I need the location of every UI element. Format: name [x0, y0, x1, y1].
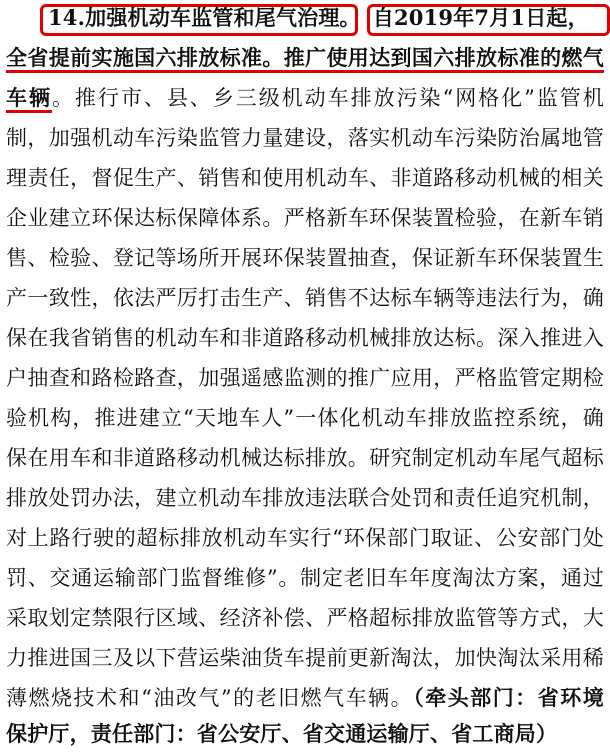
paragraph-line-10: 户抽查和路检路查，加强遥感监测的推广应用，严格监管定期检	[6, 366, 604, 390]
paragraph-line-11: 验机构，推进建立“天地车人”一体化机动车排放监控系统，确	[6, 406, 604, 430]
paragraph-line-16: 采取划定禁限行区域、经济补偿、严格超标排放监管等方式，大	[6, 606, 604, 630]
highlight-promote: 推广使用达到国六排放标准的燃气	[283, 45, 604, 70]
item-number: 14.	[48, 5, 86, 30]
paragraph-line-17: 力推进国三及以下营运柴油货车提前更新淘汰，加快淘汰采用稀	[6, 646, 604, 670]
highlight-date: 自2019年7月1日起，	[372, 5, 589, 30]
paragraph-line-9: 保在我省销售的机动车和非道路移动机械排放达标。深入推进入	[6, 326, 604, 350]
paragraph-line-4: 制，加强机动车污染监管力量建设，落实机动车污染防治属地管	[6, 126, 604, 150]
paragraph-line-12: 保在用车和非道路移动机械达标排放。研究制定机动车尾气超标	[6, 446, 604, 470]
paragraph-line-19: 保护厅，责任部门：省公安厅、省交通运输厅、省工商局）	[6, 721, 558, 746]
body-text-segment: 薄燃烧技术和“油改气”的老旧燃气车辆。	[6, 686, 414, 710]
highlight-vehicle: 车辆	[6, 85, 52, 110]
responsible-dept: （牵头部门：省环境	[413, 685, 604, 710]
paragraph-line-1	[48, 0, 604, 40]
item-title: 加强机动车监管和尾气治理。	[85, 5, 361, 30]
paragraph-line-13: 排放处罚办法，建立机动车排放违法联合处罚和责任追究机制，	[6, 486, 604, 510]
paragraph-line-8: 产一致性，依法严厉打击生产、销售不达标车辆等违法行为，确	[6, 286, 604, 310]
body-text-segment: 。推行市、县、乡三级机动车排放污染“网格化”监管机	[51, 86, 604, 110]
paragraph-line-5: 理责任，督促生产、销售和使用机动车、非道路移动机械的相关	[6, 166, 604, 190]
paragraph-line-6: 企业建立环保达标保障体系。严格新车环保装置检验，在新车销	[6, 206, 604, 230]
highlight-policy: 全省提前实施国六排放标准。	[6, 45, 284, 70]
paragraph-line-2	[6, 36, 604, 80]
paragraph-line-7: 售、检验、登记等场所开展环保装置抽查，保证新车环保装置生	[6, 246, 604, 270]
paragraph-line-14: 对上路行驶的超标排放机动车实行“环保部门取证、公安部门处	[6, 526, 604, 550]
paragraph-line-15: 罚、交通运输部门监督维修”。制定老旧车年度淘汰方案，通过	[6, 566, 604, 590]
paragraph-line-3	[6, 76, 604, 120]
